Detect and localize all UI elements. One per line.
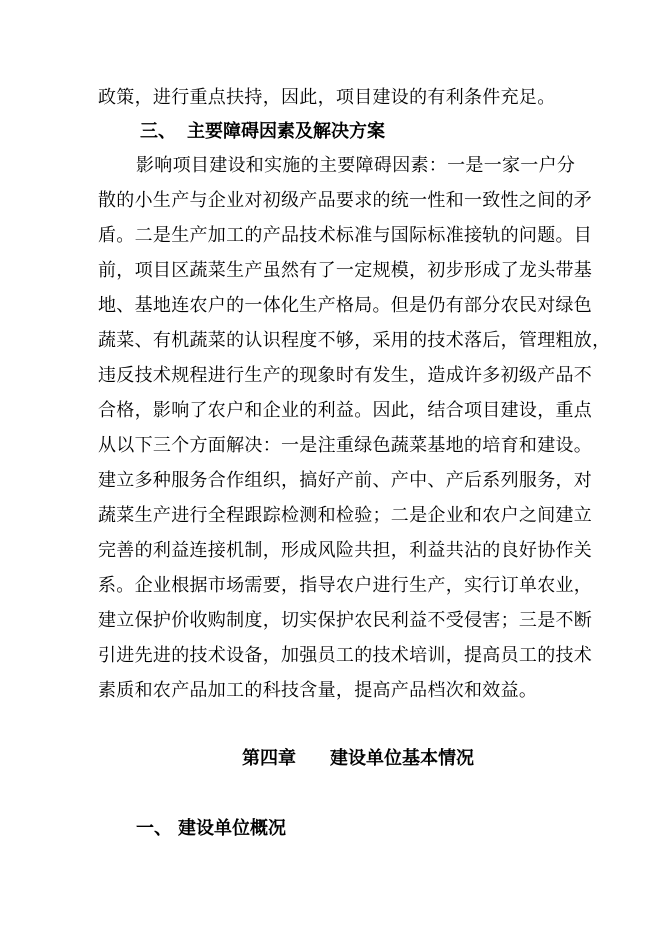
paragraph-line: 盾。二是生产加工的产品技术标准与国际标准接轨的问题。目: [98, 225, 593, 246]
paragraph-line: 建立保护价收购制度，切实保护农民利益不受侵害；三是不断: [98, 610, 593, 631]
chapter-4-label: 第四章: [242, 748, 296, 769]
paragraph-line: 建立多种服务合作组织，搞好产前、产中、产后系列服务，对: [98, 470, 593, 491]
paragraph-line: 从以下三个方面解决：一是注重绿色蔬菜基地的培育和建设。: [98, 435, 593, 456]
section-3-number: 三、: [140, 121, 176, 142]
section-1-title: 建设单位概况: [178, 818, 286, 839]
intro-line: 政策，进行重点扶持，因此，项目建设的有利条件充足。: [98, 87, 556, 108]
paragraph-line: 合格，影响了农户和企业的利益。因此，结合项目建设，重点: [98, 400, 593, 421]
paragraph-line: 违反技术规程进行生产的现象时有发生，造成许多初级产品不: [98, 365, 593, 386]
paragraph-line: 系。企业根据市场需要，指导农户进行生产，实行订单农业，: [98, 575, 593, 596]
paragraph-line: 影响项目建设和实施的主要障碍因素：一是一家一户分: [136, 155, 576, 176]
section-3-title: 主要障碍因素及解决方案: [187, 121, 385, 142]
section-1-number: 一、: [136, 818, 172, 839]
paragraph-line: 前，项目区蔬菜生产虽然有了一定规模，初步形成了龙头带基: [98, 260, 593, 281]
paragraph-line: 引进先进的技术设备，加强员工的技术培训，提高员工的技术: [98, 645, 593, 666]
paragraph-line: 地、基地连农户的一体化生产格局。但是仍有部分农民对绿色: [98, 295, 593, 316]
chapter-4-title: 建设单位基本情况: [330, 748, 474, 769]
paragraph-line: 完善的利益连接机制，形成风险共担，利益共沾的良好协作关: [98, 540, 593, 561]
paragraph-line: 蔬菜、有机蔬菜的认识程度不够，采用的技术落后，管理粗放，: [98, 330, 611, 351]
paragraph-line: 素质和农产品加工的科技含量，提高产品档次和效益。: [98, 680, 538, 701]
paragraph-line: 散的小生产与企业对初级产品要求的统一性和一致性之间的矛: [98, 190, 593, 211]
paragraph-line: 蔬菜生产进行全程跟踪检测和检验；二是企业和农户之间建立: [98, 505, 593, 526]
